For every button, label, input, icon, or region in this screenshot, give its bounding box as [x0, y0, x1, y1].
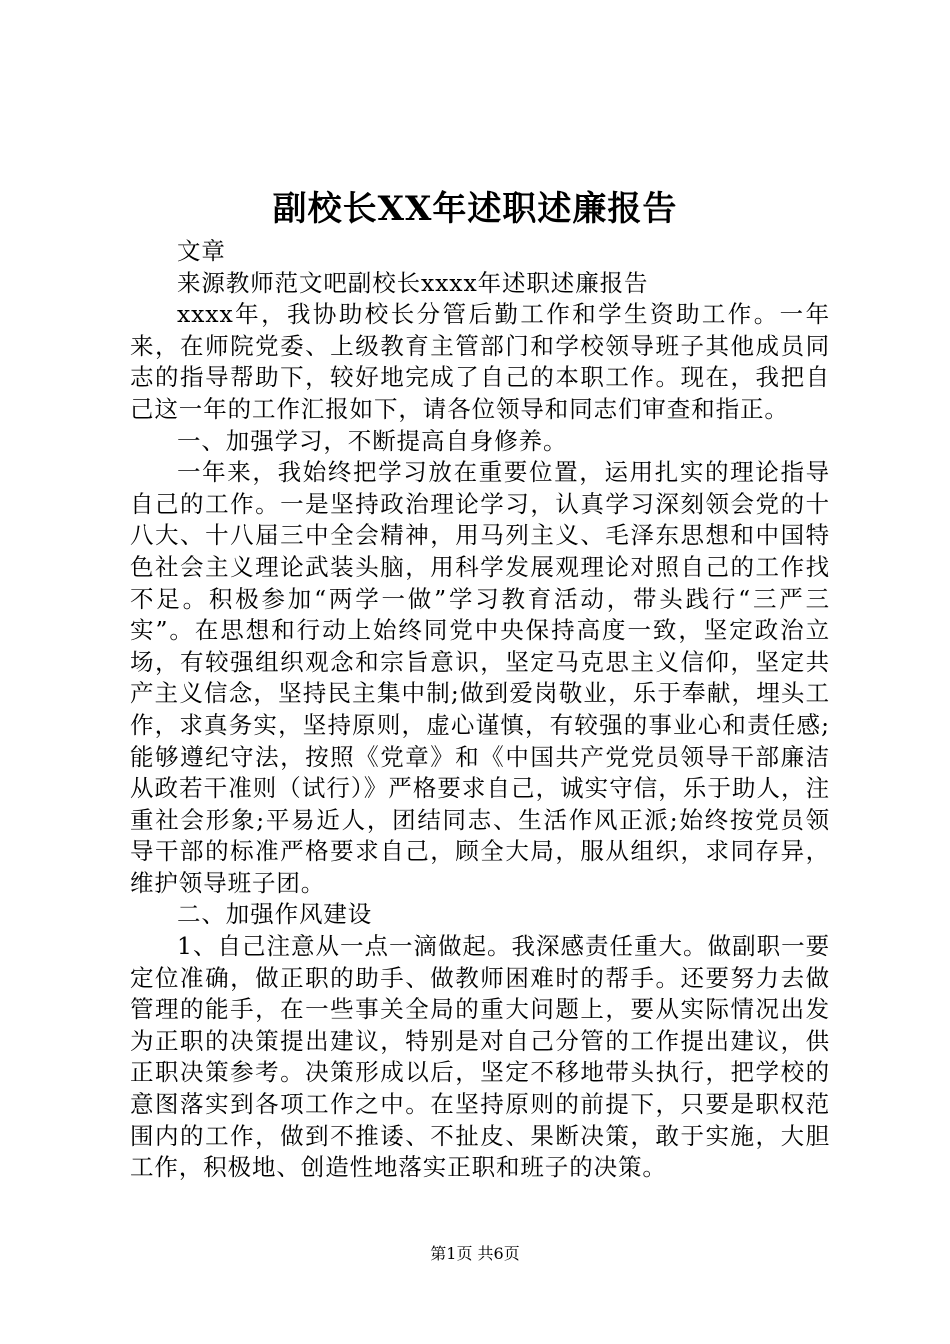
paragraph: xxxx年，我协助校长分管后勤工作和学生资助工作。一年来，在师院党委、上级教育主管部门和学校领导班子其他成员同志的指导帮助下，较好地完成了自己的本职工作。现在，我把自己这一年的工作汇报如下，请各位领导和同志们审查和指正。: [130, 300, 830, 423]
paragraph: 来源教师范文吧副校长xxxx年述职述廉报告: [177, 268, 649, 297]
page-footer: 第1页 共6页: [430, 1244, 520, 1263]
paragraph: 文章: [177, 237, 226, 265]
section-heading: 一、加强学习，不断提高自身修养。: [177, 426, 568, 455]
paragraph: 1、自己注意从一点一滴做起。我深感责任重大。做副职一要定位准确，做正职的助手、做教师困难时的帮手。还要努力去做管理的能手，在一些事关全局的重大问题上，要从实际情况出发为正职的决策提出建议，特别是对自己分管的工作提出建议，供正职决策参考。决策形成以后，坚定不移地带头执行，把学校的意图落实到各项工作之中。在坚持原则的前提下，只要是职权范围内的工作，做到不推诿、不扯皮、果断决策，敢于实施，大胆工作，积极地、创造性地落实正职和班子的决策。: [130, 932, 830, 1182]
paragraph: 一年来，我始终把学习放在重要位置，运用扎实的理论指导自己的工作。一是坚持政治理论学习，认真学习深刻领会党的十八大、十八届三中全会精神，用马列主义、毛泽东思想和中国特色社会主义理论武装头脑，用科学发展观理论对照自己的工作找不足。积极参加“两学一做”学习教育活动，带头践行“三严三实”。在思想和行动上始终同党中央保持高度一致，坚定政治立场，有较强组织观念和宗旨意识，坚定马克思主义信仰，坚定共产主义信念，坚持民主集中制;做到爱岗敬业，乐于奉献，埋头工作，求真务实，坚持原则，虚心谨慎，有较强的事业心和责任感;能够遵纪守法，按照《党章》和《中国共产党党员领导干部廉洁从政若干准则（试行）》严格要求自己，诚实守信，乐于助人，注重社会形象;平易近人，团结同志、生活作风正派;始终按党员领导干部的标准严格要求自己，顾全大局，服从组织，求同存异，维护领导班子团。: [130, 458, 830, 897]
section-heading: 二、加强作风建设: [177, 900, 373, 929]
page-title: 副校长XX年述职述廉报告: [272, 189, 678, 229]
document-body: [130, 236, 830, 1184]
